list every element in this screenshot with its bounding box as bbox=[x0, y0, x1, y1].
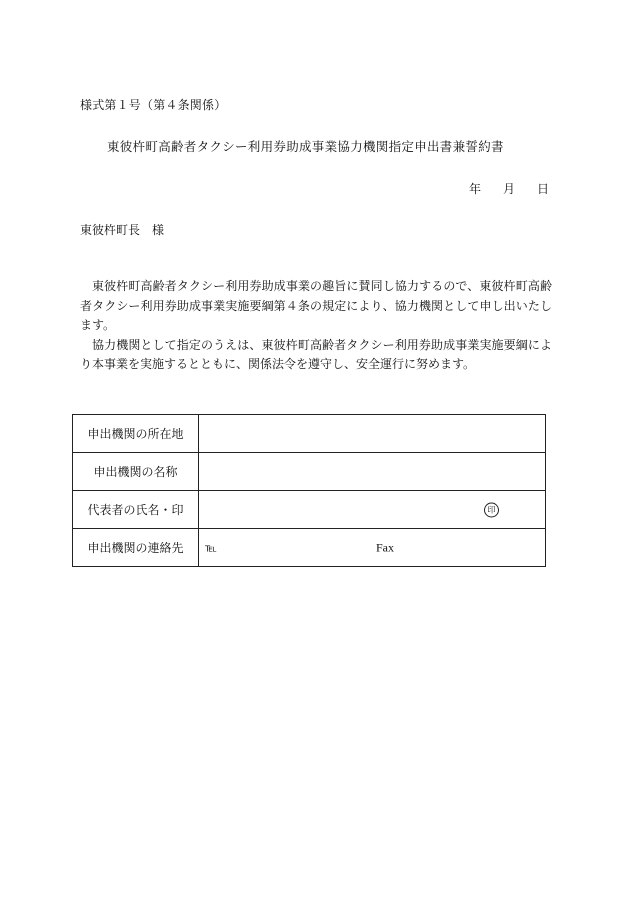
date-line bbox=[469, 180, 549, 197]
representative-label: 代表者の氏名・印 bbox=[73, 491, 199, 529]
tel-label: ℡ bbox=[205, 541, 217, 554]
table-row bbox=[73, 529, 546, 567]
body-text bbox=[80, 277, 552, 375]
fax-label: Fax bbox=[376, 540, 394, 554]
organization-name-field[interactable] bbox=[199, 453, 546, 491]
organization-name-label: 申出機関の名称 bbox=[73, 453, 199, 491]
seal-icon: 印 bbox=[484, 502, 499, 517]
date-day-label: 日 bbox=[536, 182, 549, 196]
body-paragraph-2: 協力機関として指定のうえは、東彼杵町高齢者タクシー利用券助成事業実施要綱により本事業を実施するとともに、関係法令を遵守し、安全運行に努めます。 bbox=[80, 337, 552, 371]
table-row bbox=[73, 415, 546, 453]
form-number: 様式第１号（第４条関係） bbox=[80, 98, 227, 112]
contact-label: 申出機関の連絡先 bbox=[73, 529, 199, 567]
document-title: 東彼杵町高齢者タクシー利用券助成事業協力機関指定申出書兼誓約書 bbox=[107, 139, 504, 154]
representative-field[interactable] bbox=[199, 491, 546, 529]
address-field[interactable] bbox=[199, 415, 546, 453]
addressee-name: 東彼杵町長 bbox=[80, 223, 141, 237]
contact-field[interactable] bbox=[199, 529, 546, 567]
addressee-honorific: 様 bbox=[152, 223, 165, 237]
address-label: 申出機関の所在地 bbox=[73, 415, 199, 453]
date-year-label: 年 bbox=[468, 182, 481, 196]
applicant-info-table bbox=[72, 414, 546, 567]
addressee bbox=[80, 221, 164, 238]
table-row bbox=[73, 491, 546, 529]
table-row bbox=[73, 453, 546, 491]
date-month-label: 月 bbox=[502, 182, 515, 196]
body-paragraph-1: 東彼杵町高齢者タクシー利用券助成事業の趣旨に賛同し協力するので、東彼杵町高齢者タクシー利用券助成事業実施要綱第４条の規定により、協力機関として申し出いたします。 bbox=[80, 279, 552, 332]
